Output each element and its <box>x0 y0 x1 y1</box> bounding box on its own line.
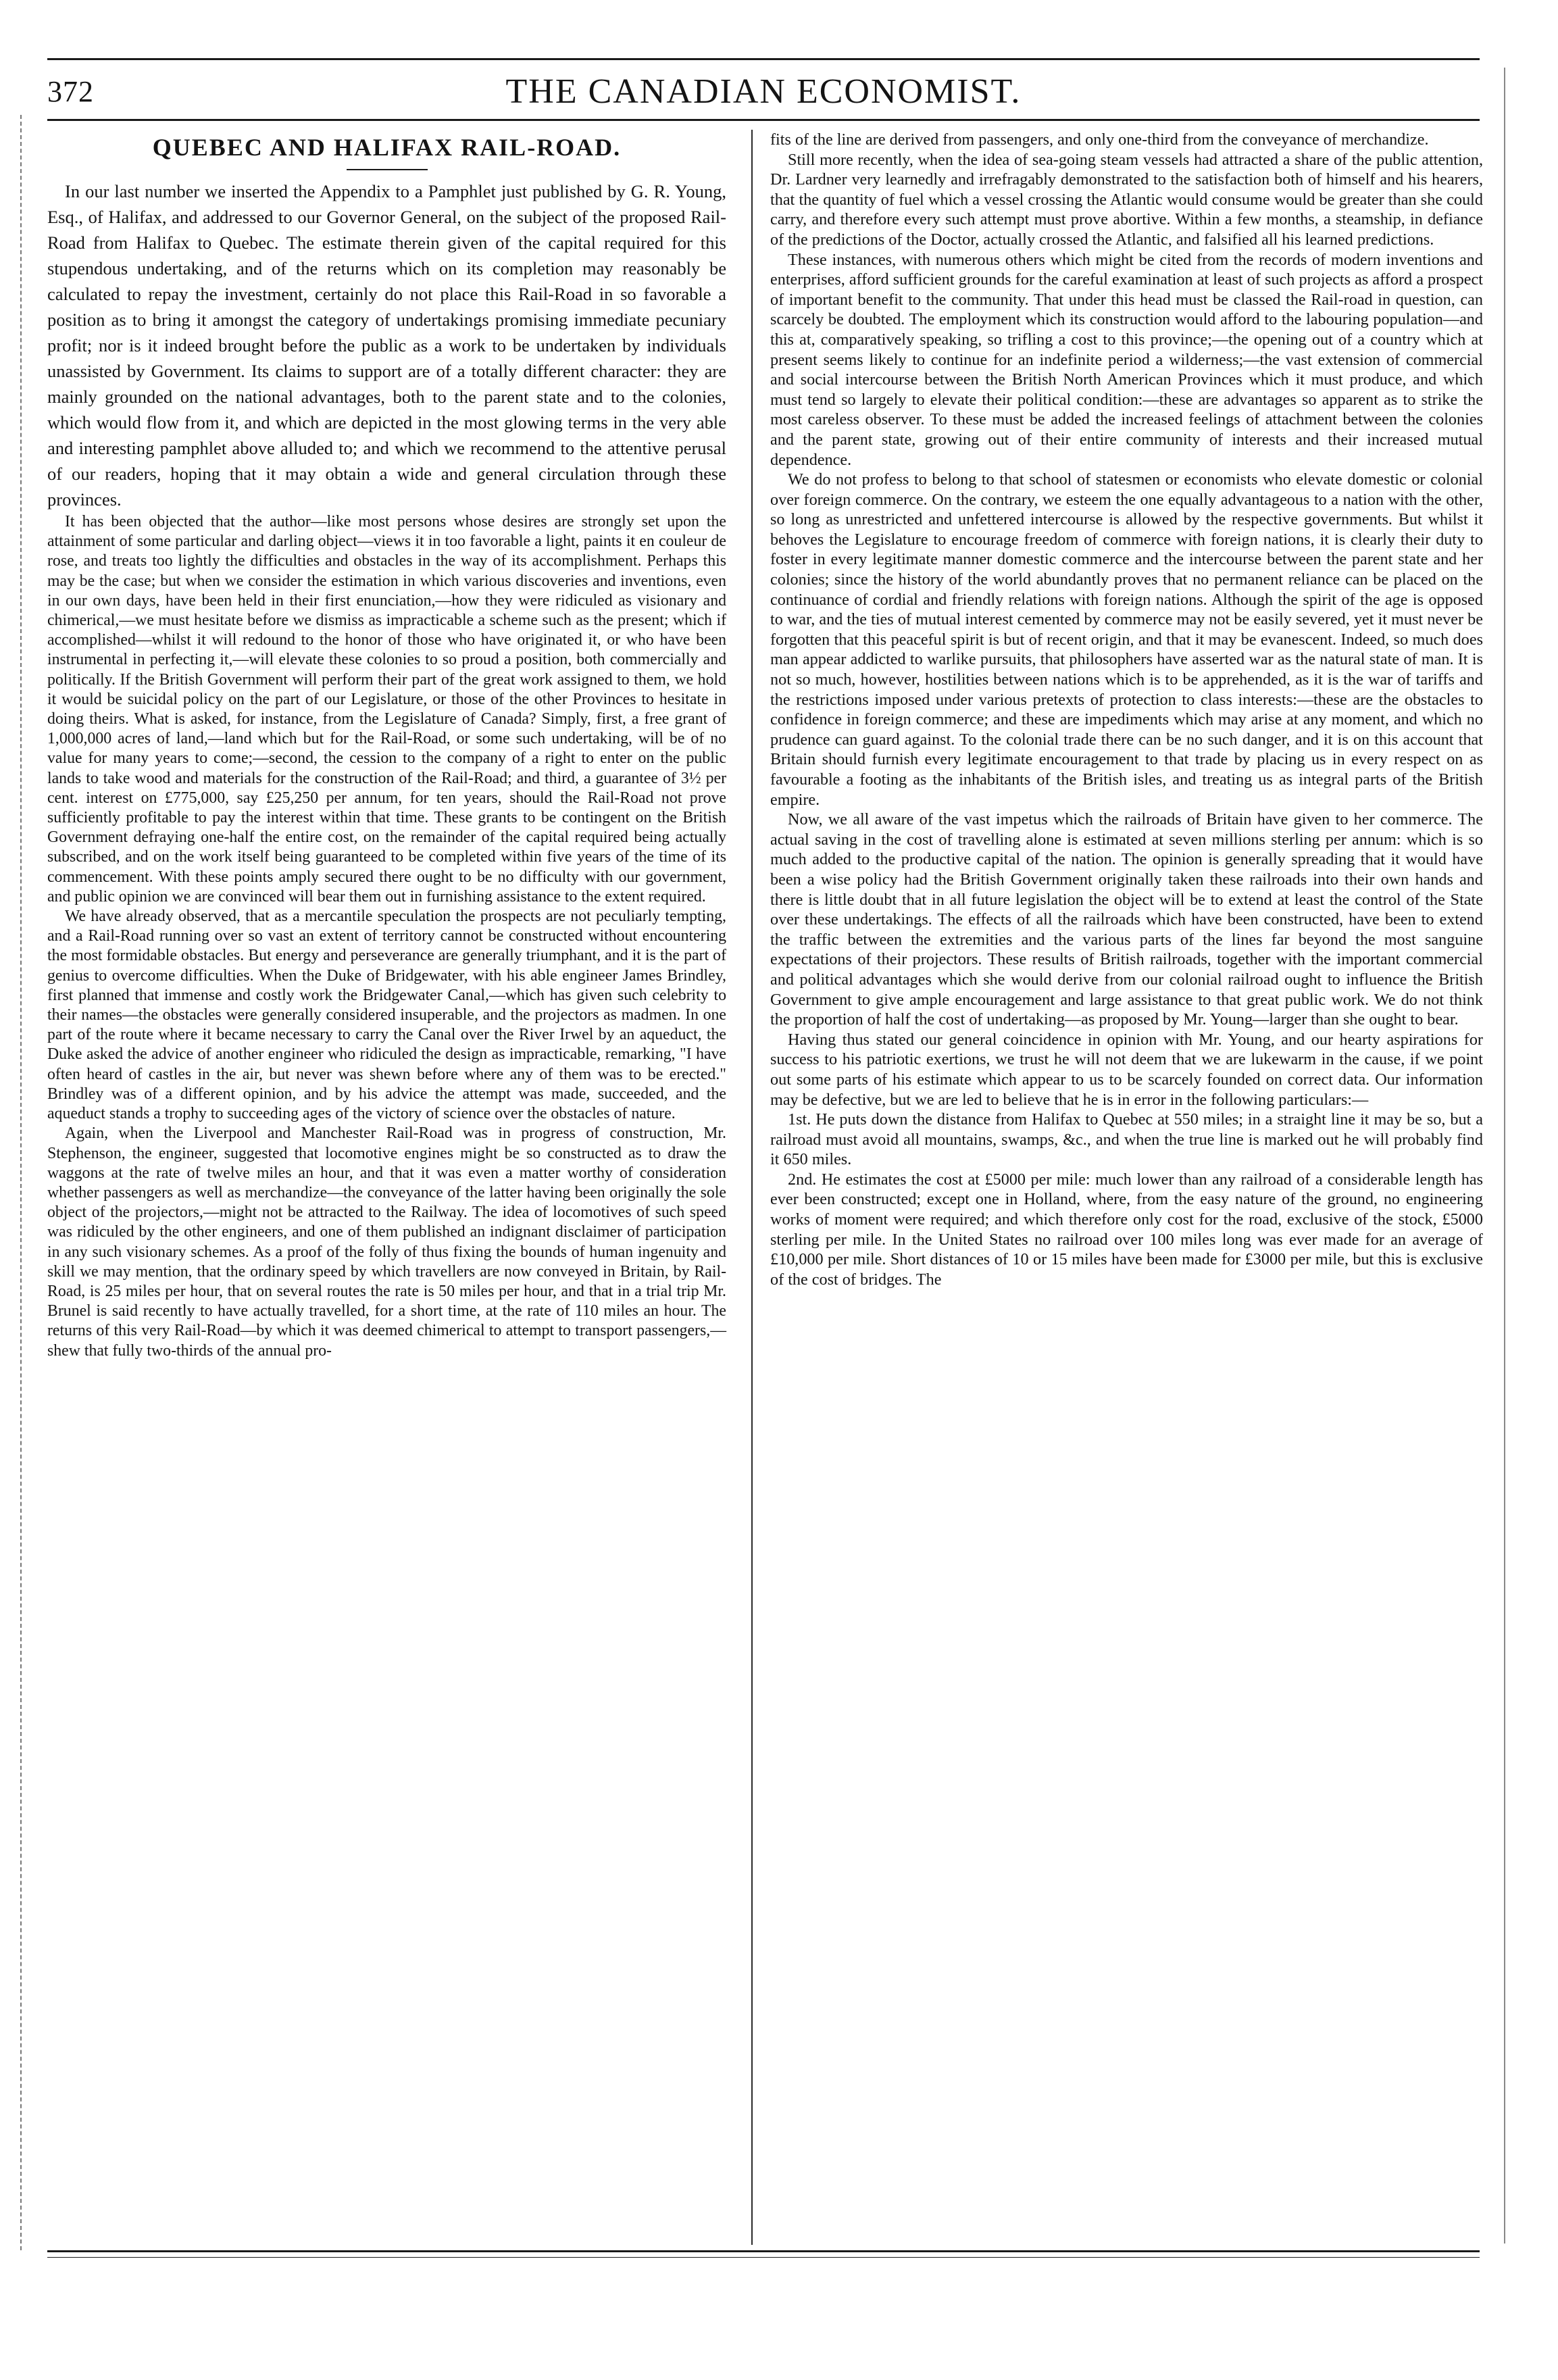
paragraph: It has been objected that the author—like most persons whose desires are strongly set upon the attainment of some particular and darling object—views it in too favorable a light, paints it en couleur de rose, and treats too lightly the difficulties and obstacles in the way of its accomplishment. Perhaps this may be the case; but when we consider the estimation in which various discoveries and inventions, even in our own days, have been held in their first enunciation,—how they were ridiculed as visionary and chimerical,—we must hesitate before we dismiss as impracticable a scheme such as the present; which if accomplished—whilst it will redound to the honor of those who have originated it, or who have been instrumental in perfecting it,—will elevate these colonies to so proud a position, both commercially and politically. If the British Government will perform their part of the great work assigned to them, we hold it would be suicidal policy on the part of our Legislature, or those of the other Provinces to hesitate in doing theirs. What is asked, for instance, from the Legislature of Canada? Simply, first, a free grant of 1,000,000 acres of land,—land which but for the Rail-Road, or some such undertaking, will be of no value for many years to come;—second, the cession to the company of a right to enter on the public lands to take wood and materials for the construction of the Rail-Road; and third, a guarantee of 3½ per cent. interest on £775,000, say £25,250 per annum, for ten years, should the Rail-Road not prove sufficiently profitable to pay the interest within that time. These grants to be contingent on the British Government defraying one-half the entire cost, on the remainder of the capital required being actually subscribed, and on the work itself being guaranteed to be completed within five years of the time of its commencement. With these points amply secured there ought to be no difficulty with our government, and public opinion we are convinced will bear them out in furnishing assistance to the extent required. <box>47 513 726 906</box>
right-column <box>770 130 1483 1289</box>
paragraph: 1st. He puts down the distance from Halifax to Quebec at 550 miles; in a straight line it may be so, but a railroad must avoid all mountains, swamps, &c., and when the true line is marked out he will probably find it 650 miles. <box>770 1110 1483 1169</box>
left-column <box>47 130 726 1361</box>
bottom-rule <box>47 2250 1480 2252</box>
paragraph: Again, when the Liverpool and Manchester Rail-Road was in progress of construction, Mr. Stephenson, the engineer, suggested that locomotive engines might be so constructed as to draw the waggons at the rate of twelve miles an hour, and that it was even a matter worthy of consideration whether passengers as well as merchandize—the conveyance of the latter having been originally the sole object of the projectors,—might not be attracted to the Railway. The idea of locomotives of such speed was ridiculed by the other engineers, and one of them published an indignant disclaimer of participation in any such visionary schemes. As a proof of the folly of thus fixing the bounds of human ingenuity and skill we may mention, that the ordinary speed by which travellers are now conveyed in Britain, by Rail-Road, is 25 miles per hour, that on several routes the rate is 50 miles per hour, and that in a trial trip Mr. Brunel is said recently to have actually travelled, for a short time, at the rate of 110 miles an hour. The returns of this very Rail-Road—by which it was deemed chimerical to attempt to transport passengers,—shew that fully two-thirds of the annual pro- <box>47 1124 726 1360</box>
paragraph: Still more recently, when the idea of sea-going steam vessels had attracted a share of the public attention, Dr. Lardner very learnedly and irrefragably demonstrated to the satisfaction both of himself and his hearers, that the quantity of fuel which a vessel crossing the Atlantic would consume would be greater than she could carry, and therefore every such attempt must prove abortive. Within a few months, a steamship, in defiance of the predictions of the Doctor, actually crossed the Atlantic, and falsified all his learned predictions. <box>770 150 1483 249</box>
running-head: THE CANADIAN ECONOMIST. <box>505 72 1022 111</box>
page-number: 372 <box>47 75 94 108</box>
right-margin-rule <box>1504 68 1509 2243</box>
page-header <box>47 66 1480 118</box>
title-rule <box>347 169 428 170</box>
bottom-rule-thin <box>47 2257 1480 2258</box>
paragraph: Now, we all aware of the vast impetus which the railroads of Britain have given to her commerce. The actual saving in the cost of travelling alone is estimated at seven millions sterling per annum: which is so much added to the productive capital of the nation. The opinion is generally spreading that it would have been a wise policy had the British Government originally taken these railroads into their own hands and there is little doubt that in all future legislation the object will be to extend at least the control of the State over these undertakings. The effects of all the railroads which have been constructed, have been to extend the traffic between the extremities and the various parts of the lines far beyond the most sanguine expectations of their projectors. These results of British railroads, together with the important commercial and political advantages which she would derive from our colonial railroad ought to influence the British Government to give ample encouragement and large assistance to that great public work. We do not think the proportion of half the cost of undertaking—as proposed by Mr. Young—larger than she ought to bear. <box>770 810 1483 1029</box>
paragraph: Having thus stated our general coincidence in opinion with Mr. Young, and our hearty aspirations for success to his patriotic exertions, we trust he will not deem that we are lukewarm in the cause, if we point out some parts of his estimate which appear to us to be scarcely founded on correct data. Our information may be defective, but we are led to believe that he is in error in the following particulars:— <box>770 1030 1483 1109</box>
top-rule <box>47 58 1480 60</box>
column-divider <box>751 130 753 2245</box>
left-margin-rule <box>20 115 26 2250</box>
article-title: QUEBEC AND HALIFAX RAIL-ROAD. <box>152 134 622 161</box>
header-rule <box>47 119 1480 121</box>
paragraph: These instances, with numerous others which might be cited from the records of modern inventions and enterprises, afford sufficient grounds for the careful examination at least of such projects as afford a prospect of important benefit to the community. That under this head must be classed the Rail-road in question, can scarcely be doubted. The employment which its construction would afford to the labouring population—and this at, comparatively speaking, so trifling a cost to this province;—the opening out of a country which at present seems likely to continue for an indefinite period a wilderness;—the vast extension of commercial and social intercourse between the British North American Provinces which it must produce, and which must tend so largely to elevate their political condition:—these are advantages so apparent as to strike the most careless observer. To these must be added the increased feelings of attachment between the colonies and the parent state, growing out of their entire community of interests and their increased mutual dependence. <box>770 250 1483 469</box>
paragraph: fits of the line are derived from passengers, and only one-third from the conveyance of merchandize. <box>770 130 1429 149</box>
paragraph: In our last number we inserted the Appendix to a Pamphlet just published by G. R. Young, Esq., of Halifax, and addressed to our Governor General, on the subject of the proposed Rail-Road from Halifax to Quebec. The estimate therein given of the capital required for this stupendous undertaking, and of the returns which on its completion may reasonably be calculated to repay the investment, certainly do not place this Rail-Road in so favorable a position as to bring it amongst the category of undertakings promising immediate pecuniary profit; nor is it indeed brought before the public as a work to be undertaken by individuals unassisted by Government. Its claims to support are of a totally different character: they are mainly grounded on the national advantages, both to the parent state and to the colonies, which would flow from it, and which are depicted in the most glowing terms in the very able and interesting pamphlet above alluded to; and which we recommend to the attentive perusal of our readers, hoping that it may obtain a wide and general circulation through these provinces. <box>47 181 726 510</box>
paragraph: We have already observed, that as a mercantile speculation the prospects are not peculiarly tempting, and a Rail-Road running over so vast an extent of territory cannot be constructed without encountering the most formidable obstacles. But energy and perseverance are generally triumphant, and it is the part of genius to overcome difficulties. When the Duke of Bridgewater, with his able engineer James Brindley, first planned that immense and costly work the Bridgewater Canal,—which has given such celebrity to their names—the obstacles were generally considered insuperable, and the projectors as madmen. In one part of the route where it became necessary to carry the Canal over the River Irwel by an aqueduct, the Duke asked the advice of another engineer who ridiculed the design as impracticable, remarking, "I have often heard of castles in the air, but never was shewn before where any of them was to be erected." Brindley was of a different opinion, and by his advice the attempt was made, succeeded, and the aqueduct stands a trophy to succeeding ages of the victory of science over the obstacles of nature. <box>47 908 726 1123</box>
paragraph: 2nd. He estimates the cost at £5000 per mile: much lower than any railroad of a considerable length has ever been constructed; except one in Holland, where, from the easy nature of the ground, no engineering works of moment were required; and which therefore only cost for the road, exclusive of the stock, £5000 sterling per mile. In the United States no railroad over 100 miles long was ever made for an average of £10,000 per mile. Short distances of 10 or 15 miles have been made for £3000 per mile, but this is exclusive of the cost of bridges. The <box>770 1170 1483 1289</box>
paragraph: We do not profess to belong to that school of statesmen or economists who elevate domestic or colonial over foreign commerce. On the contrary, we esteem the one equally advantageous to a nation with the other, so long as unrestricted and unfettered intercourse is allowed by the respective governments. But whilst it behoves the Legislature to encourage freedom of commerce with foreign nations, it is clearly their duty to foster in every legitimate manner domestic commerce and the intercourse between the parent state and her colonies; since the history of the world abundantly proves that no permanent reliance can be placed on the continuance of cordial and friendly relations with foreign nations. Although the spirit of the age is opposed to war, and the ties of mutual interest cemented by commerce may not be easily severed, yet it must never be forgotten that this peaceful spirit is but of recent origin, and that it may be evanescent. Indeed, so much does man appear addicted to warlike pursuits, that philosophers have asserted war as the natural state of man. It is not so much, however, hostilities between nations which is to be apprehended, as it is the war of tariffs and the restrictions imposed under various pretexts of protection to class interests:—these are the obstacles to confidence in foreign commerce; and these are impediments which may arise at any moment, and which no prudence can guard against. To the colonial trade there can be no such danger, and it is on this account that Britain should furnish every legitimate encouragement to that trade by placing us in every respect on as favourable a footing as the inhabitants of the British isles, and treating us as integral parts of the British empire. <box>770 470 1483 809</box>
